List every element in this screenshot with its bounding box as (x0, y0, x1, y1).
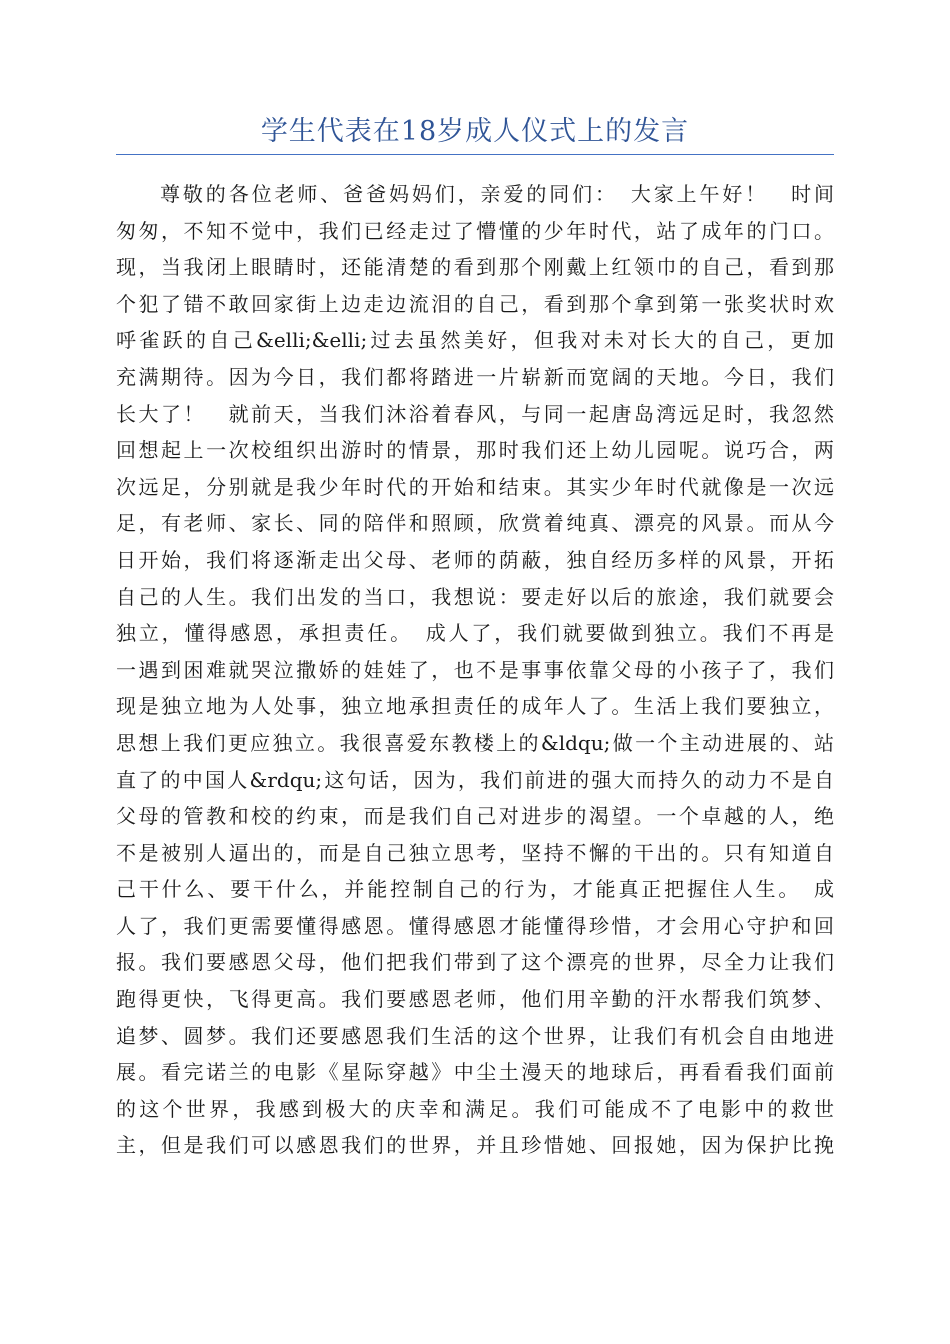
text-line: 次远足，分别就是我少年时代的开始和结束。其实少年时代就像是一次远 (116, 474, 834, 499)
text-line: 个犯了错不敢回家街上边走边流泪的自己，看到那个拿到第一张奖状时欢 (116, 291, 834, 316)
text-line: 长大了！ 就前天，当我们沐浴着春风，与同一起唐岛湾远足时，我忽然 (116, 401, 834, 426)
text-line: 独立，懂得感恩，承担责任。 成人了，我们就要做到独立。我们不再是 (116, 621, 834, 646)
text-line: 主，但是我们可以感恩我们的世界，并且珍惜她、回报她，因为保护比挽 (116, 1133, 834, 1158)
text-line: 展。看完诺兰的电影《星际穿越》中尘土漫天的地球后，再看看我们面前 (116, 1060, 834, 1085)
text-line: 回想起上一次校组织出游时的情景，那时我们还上幼儿园呢。说巧合，两 (116, 438, 834, 463)
text-line: 现，当我闭上眼睛时，还能清楚的看到那个刚戴上红领巾的自己，看到那 (116, 255, 834, 280)
text-line: 尊敬的各位老师、爸爸妈妈们，亲爱的同们： 大家上午好！ 时间 (160, 182, 834, 206)
text-line: 充满期待。因为今日，我们都将踏进一片崭新而宽阔的天地。今日，我们 (116, 364, 834, 389)
text-line: 父母的管教和校的约束，而是我们自己对进步的渴望。一个卓越的人，绝 (116, 804, 834, 829)
document-body (116, 176, 834, 1164)
text-line: 日开始，我们将逐渐走出父母、老师的荫蔽，独自经历多样的风景，开拓 (116, 547, 834, 572)
document-title: 学生代表在18岁成人仪式上的发言 (260, 116, 690, 147)
text-line: 现是独立地为人处事，独立地承担责任的成年人了。生活上我们要独立， (116, 694, 834, 719)
text-line: 一遇到困难就哭泣撒娇的娃娃了，也不是事事依靠父母的小孩子了，我们 (116, 657, 834, 682)
text-line: 自己的人生。我们出发的当口，我想说：要走好以后的旅途，我们就要会 (116, 584, 834, 609)
text-line: 呼雀跃的自己&elli;&elli;过去虽然美好，但我对未对长大的自己，更加 (116, 328, 834, 353)
text-line: 匆匆，不知不觉中，我们已经走过了懵懂的少年时代，站了成年的门口。 (116, 218, 834, 243)
text-line: 己干什么、要干什么，并能控制自己的行为，才能真正把握住人生。 成 (116, 877, 834, 902)
text-line: 报。我们要感恩父母，他们把我们带到了这个漂亮的世界，尽全力让我们 (116, 950, 834, 975)
text-line: 追梦、圆梦。我们还要感恩我们生活的这个世界，让我们有机会自由地进 (116, 1023, 834, 1048)
text-line: 不是被别人逼出的，而是自己独立思考，坚持不懈的干出的。只有知道自 (116, 840, 834, 865)
text-line: 思想上我们更应独立。我很喜爱东教楼上的&ldqu;做一个主动进展的、站 (116, 730, 834, 755)
text-line: 人了，我们更需要懂得感恩。懂得感恩才能懂得珍惜，才会用心守护和回 (116, 913, 834, 938)
text-line: 的这个世界，我感到极大的庆幸和满足。我们可能成不了电影中的救世 (116, 1096, 834, 1121)
text-line: 足，有老师、家长、同的陪伴和照顾，欣赏着纯真、漂亮的风景。而从今 (116, 511, 834, 536)
text-line: 直了的中国人&rdqu;这句话，因为，我们前进的强大而持久的动力不是自 (116, 767, 834, 792)
text-line: 跑得更快，飞得更高。我们要感恩老师，他们用辛勤的汗水帮我们筑梦、 (116, 987, 834, 1012)
title-underline (116, 154, 834, 155)
